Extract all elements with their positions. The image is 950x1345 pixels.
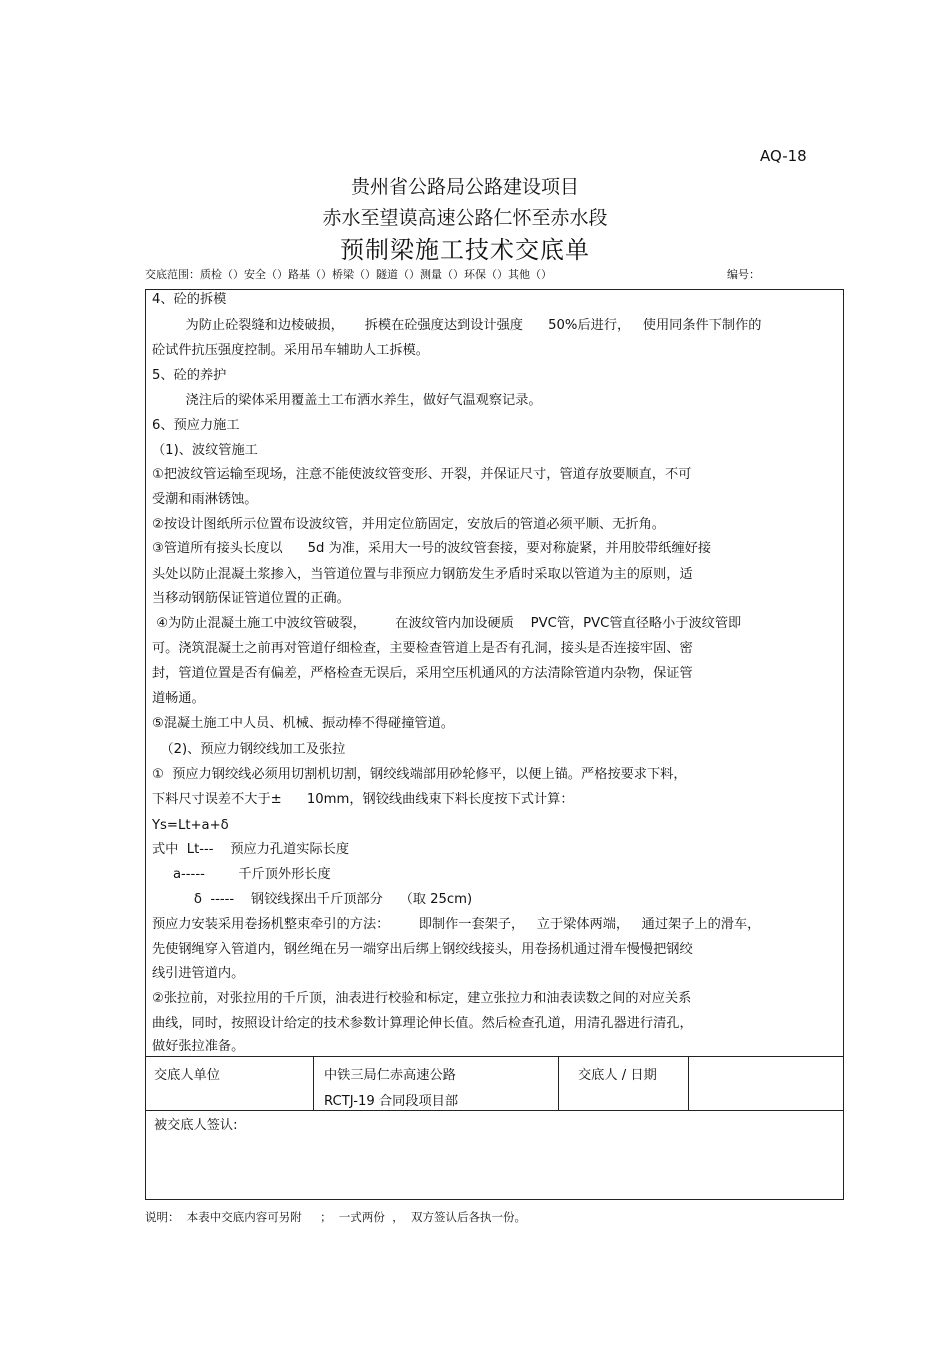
discloser-unit-label: 交底人单位 bbox=[154, 1068, 220, 1083]
content-line: 式中 Lt--- 预应力孔道实际长度 bbox=[152, 842, 350, 857]
content-line: 先使钢绳穿入管道内，钢丝绳在另一端穿出后绑上钢绞线接头，用卷扬机通过滑车慢慢把钢绞 bbox=[152, 942, 693, 957]
content-line: ⑤混凝土施工中人员、机械、振动棒不得碰撞管道。 bbox=[152, 716, 454, 731]
receiver-signature-label: 被交底人签认: bbox=[154, 1118, 238, 1133]
content-line: 头处以防止混凝土浆掺入，当管道位置与非预应力钢筋发生矛盾时采取以管道为主的原则，适 bbox=[152, 567, 693, 582]
content-line: 5、砼的养护 bbox=[152, 368, 227, 383]
content-line: ① 预应力钢绞线必须用切割机切割，钢绞线端部用砂轮修平，以便上锚。严格按要求下料， bbox=[152, 767, 687, 782]
content-line: ②张拉前，对张拉用的千斤顶，油表进行校验和标定，建立张拉力和油表读数之间的对应关系 bbox=[152, 991, 692, 1006]
content-line: a----- 千斤顶外形长度 bbox=[152, 867, 331, 882]
content-line: 道畅通。 bbox=[152, 691, 205, 706]
footnote: 说明： 本表中交底内容可另附 ； 一式两份 ， 双方签认后各执一份。 bbox=[145, 1210, 527, 1224]
table-divider bbox=[313, 1056, 314, 1110]
discloser-unit-value: 中铁三局仁赤高速公路 bbox=[324, 1068, 456, 1083]
disclosure-form bbox=[145, 289, 844, 1200]
content-line: 预应力安装采用卷扬机整束牵引的方法： 即制作一套架子， 立于梁体两端， 通过架子上的滑车， bbox=[152, 917, 761, 932]
document-code: AQ-18 bbox=[760, 147, 807, 165]
content-line: （1)、波纹管施工 bbox=[152, 443, 258, 458]
content-line: 封，管道位置是否有偏差，严格检查无误后，采用空压机通风的方法清除管道内杂物，保证管 bbox=[152, 666, 693, 681]
content-line: ②按设计图纸所示位置布设波纹管，并用定位筋固定，安放后的管道必须平顺、无折角。 bbox=[152, 517, 665, 532]
document-title: 预制梁施工技术交底单 bbox=[340, 236, 590, 264]
content-line: ①把波纹管运输至现场，注意不能使波纹管变形、开裂，并保证尺寸，管道存放要顺直，不可 bbox=[152, 467, 692, 482]
table-divider bbox=[146, 1110, 843, 1111]
content-line: 受潮和雨淋锈蚀。 bbox=[152, 492, 258, 507]
disclosure-scope: 交底范围：质检（）安全（）路基（）桥梁（）隧道（）测量（）环保（）其他（） bbox=[145, 268, 552, 281]
title-line-1: 贵州省公路局公路建设项目 bbox=[350, 176, 579, 198]
discloser-date-label: 交底人 / 日期 bbox=[578, 1068, 657, 1083]
content-line: 曲线，同时，按照设计给定的技术参数计算理论伸长值。然后检查孔道，用清孔器进行清孔， bbox=[152, 1016, 693, 1031]
discloser-unit-value: RCTJ-19 合同段项目部 bbox=[324, 1094, 459, 1109]
content-line: 线引进管道内。 bbox=[152, 966, 245, 981]
content-line: 当移动钢筋保证管道位置的正确。 bbox=[152, 591, 350, 606]
disclosure-content bbox=[146, 290, 843, 1056]
content-line: 6、预应力施工 bbox=[152, 418, 240, 433]
content-line: ④为防止混凝土施工中波纹管破裂， 在波纹管内加设硬质 PVC管，PVC管直径略小于波纹管即 bbox=[152, 616, 742, 631]
content-line: 下料尺寸误差不大于± 10mm，钢铰线曲线束下料长度按下式计算： bbox=[152, 792, 574, 807]
content-line: δ ----- 钢铰线探出千斤顶部分 （取 25cm) bbox=[152, 892, 473, 907]
content-line: 可。浇筑混凝土之前再对管道仔细检查，主要检查管道上是否有孔洞，接头是否连接牢固、密 bbox=[152, 641, 693, 656]
content-line: ③管道所有接头长度以 5d 为准，采用大一号的波纹管套接，要对称旋紧，并用胶带纸缠好接 bbox=[152, 541, 712, 556]
content-line: Ys=Lt+a+δ bbox=[152, 818, 229, 833]
title-line-2: 赤水至望谟高速公路仁怀至赤水段 bbox=[322, 207, 608, 229]
table-divider bbox=[146, 1056, 843, 1057]
content-line: 4、砼的拆模 bbox=[152, 292, 227, 307]
content-line: （2)、预应力钢绞线加工及张拉 bbox=[152, 742, 346, 757]
content-line: 做好张拉准备。 bbox=[152, 1039, 245, 1054]
content-line: 为防止砼裂缝和边棱破损， 拆模在砼强度达到设计强度 50%后进行， 使用同条件下制作的 bbox=[152, 318, 762, 333]
number-label: 编号： bbox=[727, 268, 760, 281]
content-line: 砼试件抗压强度控制。采用吊车辅助人工拆模。 bbox=[152, 343, 429, 358]
table-divider bbox=[558, 1056, 559, 1110]
content-line: 浇注后的梁体采用覆盖土工布洒水养生，做好气温观察记录。 bbox=[152, 393, 542, 408]
table-divider bbox=[688, 1056, 689, 1110]
